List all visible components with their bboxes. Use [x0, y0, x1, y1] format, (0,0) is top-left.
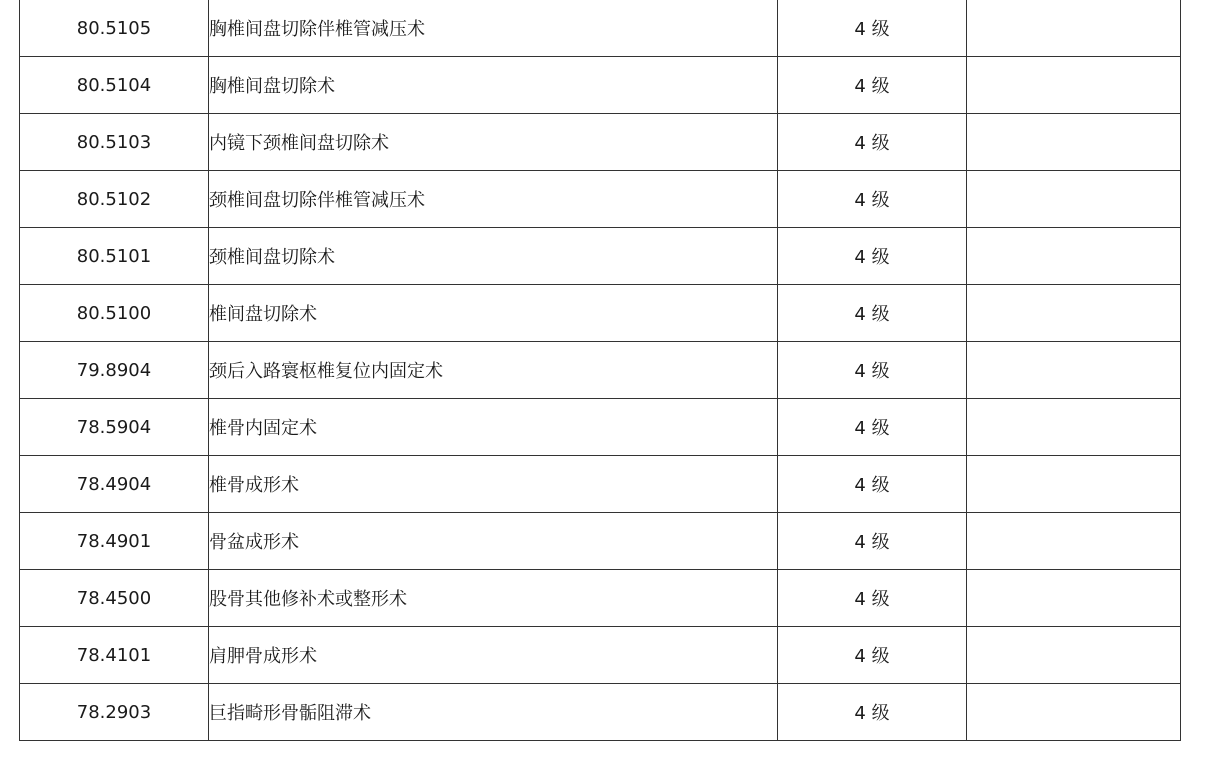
procedure-name-cell: 股骨其他修补术或整形术 [209, 570, 778, 627]
procedure-code-cell: 78.4901 [20, 513, 209, 570]
procedure-name-cell: 胸椎间盘切除术 [209, 57, 778, 114]
note-cell [967, 0, 1181, 57]
procedure-code-cell: 80.5103 [20, 114, 209, 171]
note-cell [967, 570, 1181, 627]
procedure-level-cell: 4 级 [778, 456, 967, 513]
procedure-table-body [20, 0, 1181, 741]
procedure-name-cell: 椎间盘切除术 [209, 285, 778, 342]
procedure-code-cell: 78.2903 [20, 684, 209, 741]
table-row [20, 0, 1181, 57]
procedure-name-cell: 颈椎间盘切除术 [209, 228, 778, 285]
procedure-level-cell: 4 级 [778, 513, 967, 570]
note-cell [967, 285, 1181, 342]
procedure-code-cell: 80.5101 [20, 228, 209, 285]
procedure-table [19, 0, 1181, 741]
note-cell [967, 342, 1181, 399]
procedure-name-cell: 颈后入路寰枢椎复位内固定术 [209, 342, 778, 399]
procedure-level-cell: 4 级 [778, 342, 967, 399]
note-cell [967, 627, 1181, 684]
procedure-name-cell: 颈椎间盘切除伴椎管减压术 [209, 171, 778, 228]
note-cell [967, 228, 1181, 285]
table-row [20, 228, 1181, 285]
table-row [20, 627, 1181, 684]
table-row [20, 399, 1181, 456]
table-row [20, 342, 1181, 399]
procedure-level-cell: 4 级 [778, 399, 967, 456]
procedure-level-cell: 4 级 [778, 684, 967, 741]
table-row [20, 684, 1181, 741]
procedure-level-cell: 4 级 [778, 114, 967, 171]
procedure-code-cell: 79.8904 [20, 342, 209, 399]
table-row [20, 285, 1181, 342]
note-cell [967, 171, 1181, 228]
procedure-code-cell: 78.4904 [20, 456, 209, 513]
procedure-level-cell: 4 级 [778, 171, 967, 228]
note-cell [967, 456, 1181, 513]
table-row [20, 57, 1181, 114]
procedure-code-cell: 80.5100 [20, 285, 209, 342]
note-cell [967, 114, 1181, 171]
note-cell [967, 399, 1181, 456]
table-row [20, 513, 1181, 570]
table-row [20, 171, 1181, 228]
table-row [20, 114, 1181, 171]
procedure-code-cell: 78.5904 [20, 399, 209, 456]
procedure-level-cell: 4 级 [778, 570, 967, 627]
table-row [20, 456, 1181, 513]
procedure-name-cell: 肩胛骨成形术 [209, 627, 778, 684]
procedure-level-cell: 4 级 [778, 285, 967, 342]
procedure-name-cell: 椎骨成形术 [209, 456, 778, 513]
procedure-level-cell: 4 级 [778, 57, 967, 114]
procedure-name-cell: 骨盆成形术 [209, 513, 778, 570]
procedure-name-cell: 巨指畸形骨骺阻滞术 [209, 684, 778, 741]
procedure-name-cell: 内镜下颈椎间盘切除术 [209, 114, 778, 171]
procedure-code-cell: 80.5105 [20, 0, 209, 57]
note-cell [967, 684, 1181, 741]
note-cell [967, 57, 1181, 114]
procedure-name-cell: 椎骨内固定术 [209, 399, 778, 456]
procedure-code-cell: 80.5102 [20, 171, 209, 228]
procedure-level-cell: 4 级 [778, 228, 967, 285]
procedure-code-cell: 78.4500 [20, 570, 209, 627]
procedure-code-cell: 80.5104 [20, 57, 209, 114]
note-cell [967, 513, 1181, 570]
procedure-code-cell: 78.4101 [20, 627, 209, 684]
procedure-level-cell: 4 级 [778, 0, 967, 57]
procedure-level-cell: 4 级 [778, 627, 967, 684]
table-row [20, 570, 1181, 627]
procedure-name-cell: 胸椎间盘切除伴椎管减压术 [209, 0, 778, 57]
